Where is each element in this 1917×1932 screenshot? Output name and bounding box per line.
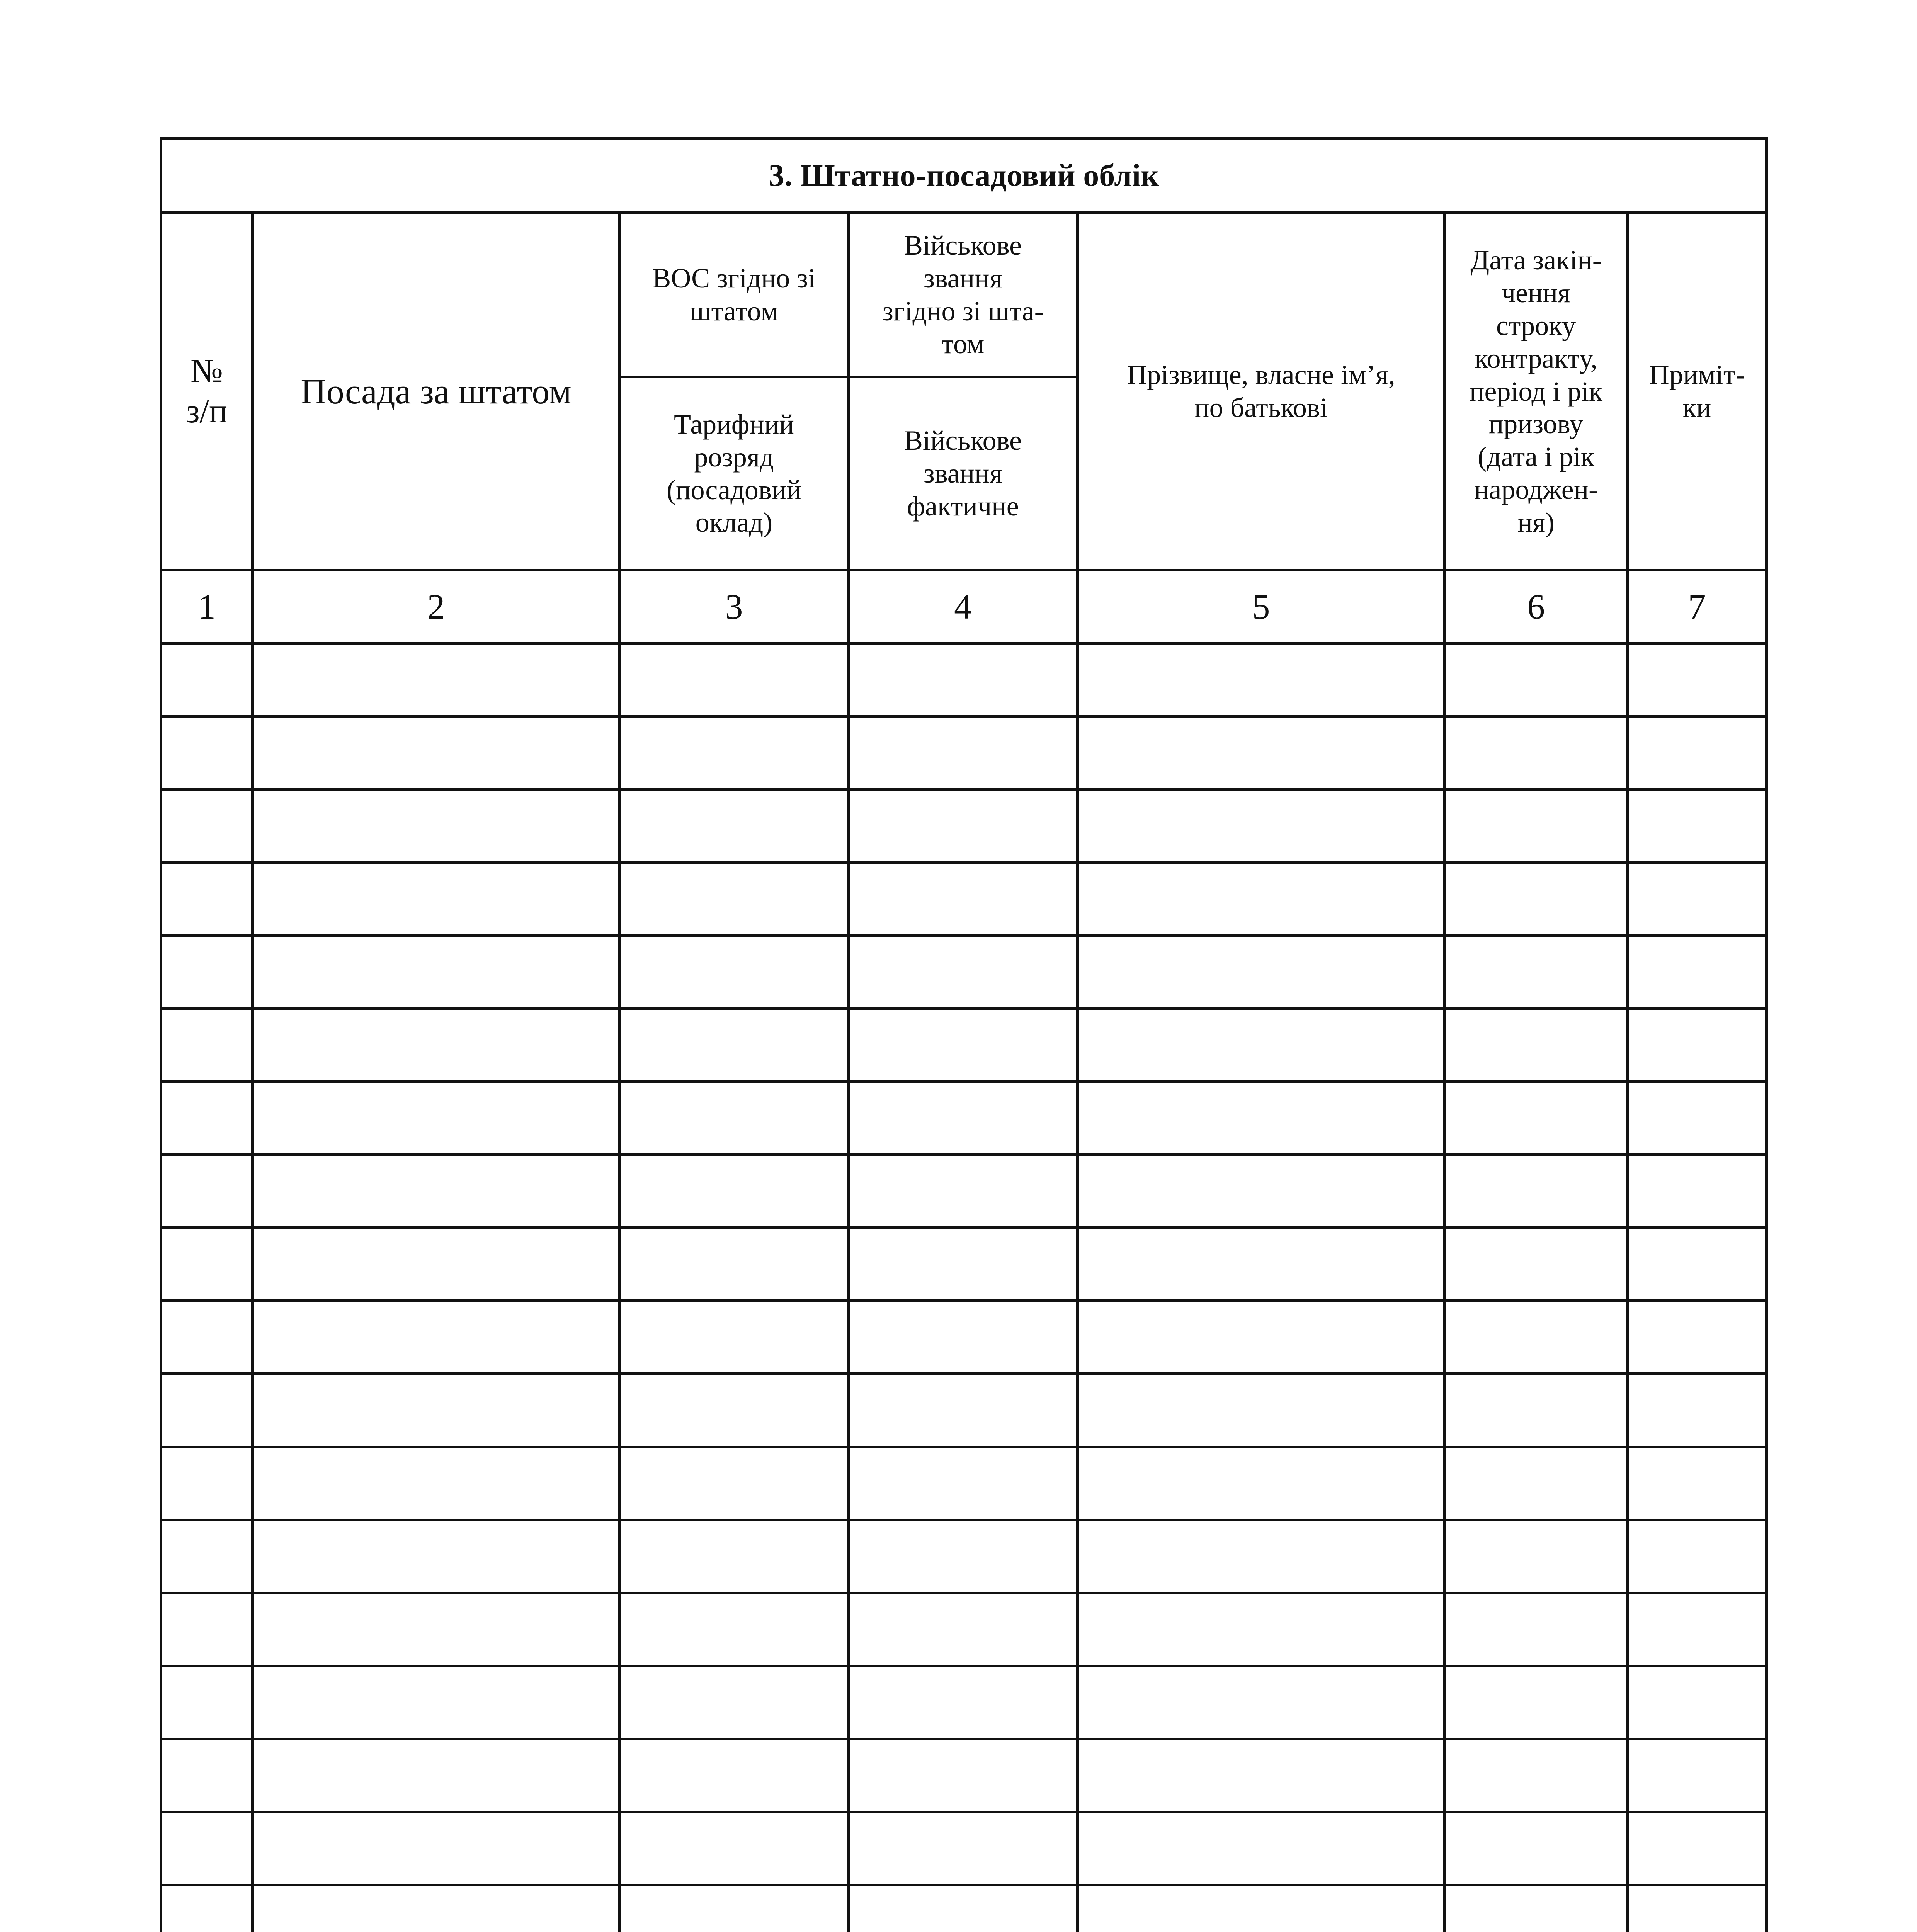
empty-cell[interactable] (620, 1885, 849, 1932)
empty-cell[interactable] (253, 1812, 620, 1885)
empty-cell[interactable] (849, 1885, 1078, 1932)
empty-cell[interactable] (1628, 1082, 1767, 1155)
header-number: № з/п (161, 213, 253, 570)
empty-cell[interactable] (1445, 1301, 1628, 1374)
empty-cell[interactable] (1628, 1374, 1767, 1447)
empty-cell[interactable] (161, 717, 253, 790)
empty-cell[interactable] (620, 863, 849, 936)
empty-cell[interactable] (620, 1593, 849, 1666)
empty-cell[interactable] (620, 1155, 849, 1228)
empty-cell[interactable] (161, 1885, 253, 1932)
empty-cell[interactable] (1445, 1447, 1628, 1520)
table-row (161, 1155, 1767, 1228)
empty-cell[interactable] (253, 1739, 620, 1812)
empty-cell[interactable] (253, 1009, 620, 1082)
empty-cell[interactable] (620, 1009, 849, 1082)
empty-cell[interactable] (849, 1082, 1078, 1155)
empty-cell[interactable] (1078, 1520, 1445, 1593)
column-number-cell: 4 (849, 570, 1078, 644)
empty-cell[interactable] (1078, 1739, 1445, 1812)
empty-cell[interactable] (849, 790, 1078, 863)
empty-cell[interactable] (1445, 644, 1628, 717)
empty-cell[interactable] (161, 1374, 253, 1447)
empty-cell[interactable] (1628, 1812, 1767, 1885)
empty-cell[interactable] (253, 1593, 620, 1666)
table-row (161, 644, 1767, 717)
empty-cell[interactable] (849, 644, 1078, 717)
empty-cell[interactable] (620, 1082, 849, 1155)
empty-cell[interactable] (161, 1155, 253, 1228)
table-row (161, 1228, 1767, 1301)
column-number-cell: 7 (1628, 570, 1767, 644)
empty-cell[interactable] (620, 1228, 849, 1301)
empty-cell[interactable] (620, 644, 849, 717)
table-row (161, 1812, 1767, 1885)
empty-cell[interactable] (1628, 1520, 1767, 1593)
staff-position-table (160, 137, 1768, 1932)
empty-cell[interactable] (1628, 1009, 1767, 1082)
empty-cell[interactable] (1628, 1593, 1767, 1666)
header-position: Посада за штатом (253, 213, 620, 570)
empty-cell[interactable] (1445, 1374, 1628, 1447)
empty-cell[interactable] (849, 1666, 1078, 1739)
table-row (161, 790, 1767, 863)
header-mos: ВОС згідно зі штатом (620, 213, 849, 377)
empty-cell[interactable] (1445, 1593, 1628, 1666)
empty-cell[interactable] (253, 644, 620, 717)
table-row (161, 1739, 1767, 1812)
empty-cell[interactable] (253, 1228, 620, 1301)
empty-cell[interactable] (161, 1228, 253, 1301)
empty-cell[interactable] (1628, 644, 1767, 717)
empty-cell[interactable] (1078, 1374, 1445, 1447)
column-number-cell: 3 (620, 570, 849, 644)
empty-cell[interactable] (1078, 1082, 1445, 1155)
empty-cell[interactable] (161, 936, 253, 1009)
empty-cell[interactable] (849, 1301, 1078, 1374)
empty-cell[interactable] (1078, 863, 1445, 936)
header-rank-actual: Військове звання фактичне (849, 377, 1078, 570)
table-row (161, 1885, 1767, 1932)
empty-cell[interactable] (620, 1301, 849, 1374)
empty-cell[interactable] (253, 1374, 620, 1447)
empty-cell[interactable] (1445, 1009, 1628, 1082)
empty-cell[interactable] (253, 936, 620, 1009)
empty-cell[interactable] (849, 1520, 1078, 1593)
empty-cell[interactable] (1078, 1447, 1445, 1520)
empty-cell[interactable] (620, 1374, 849, 1447)
empty-cell[interactable] (1628, 1228, 1767, 1301)
table-row (161, 1447, 1767, 1520)
empty-cell[interactable] (1078, 1666, 1445, 1739)
empty-cell[interactable] (849, 1812, 1078, 1885)
empty-cell[interactable] (1628, 790, 1767, 863)
empty-cell[interactable] (1445, 1666, 1628, 1739)
column-number-row (161, 570, 1767, 644)
empty-cell[interactable] (161, 1520, 253, 1593)
empty-cell[interactable] (1628, 717, 1767, 790)
empty-cell[interactable] (1078, 1301, 1445, 1374)
empty-cell[interactable] (161, 644, 253, 717)
empty-cell[interactable] (161, 1082, 253, 1155)
empty-cell[interactable] (1078, 1155, 1445, 1228)
empty-cell[interactable] (161, 1593, 253, 1666)
empty-cell[interactable] (1445, 1155, 1628, 1228)
header-full-name: Прізвище, власне ім’я, по батькові (1078, 213, 1445, 570)
empty-cell[interactable] (1445, 1228, 1628, 1301)
empty-cell[interactable] (1078, 717, 1445, 790)
table-row (161, 1082, 1767, 1155)
empty-cell[interactable] (161, 1812, 253, 1885)
column-number-cell: 2 (253, 570, 620, 644)
empty-cell[interactable] (849, 1593, 1078, 1666)
empty-cell[interactable] (1628, 1155, 1767, 1228)
table-row (161, 1374, 1767, 1447)
empty-cell[interactable] (253, 790, 620, 863)
empty-cell[interactable] (161, 863, 253, 936)
empty-cell[interactable] (849, 1009, 1078, 1082)
empty-cell[interactable] (1078, 1812, 1445, 1885)
empty-cell[interactable] (1445, 1812, 1628, 1885)
empty-cell[interactable] (620, 1447, 849, 1520)
table-row (161, 1009, 1767, 1082)
header-contract-end: Дата закін- чення строку контракту, період і рік призову (дата і рік народжен- ня) (1445, 213, 1628, 570)
empty-cell[interactable] (1628, 1885, 1767, 1932)
empty-cell[interactable] (1628, 1739, 1767, 1812)
empty-cell[interactable] (849, 1374, 1078, 1447)
table-title: 3. Штатно-посадовий облік (161, 139, 1767, 213)
empty-cell[interactable] (161, 1009, 253, 1082)
empty-cell[interactable] (620, 936, 849, 1009)
empty-cell[interactable] (253, 1447, 620, 1520)
empty-cell[interactable] (849, 1447, 1078, 1520)
empty-cell[interactable] (1078, 644, 1445, 717)
empty-cell[interactable] (253, 1885, 620, 1932)
empty-cell[interactable] (253, 717, 620, 790)
empty-cell[interactable] (1445, 790, 1628, 863)
empty-cell[interactable] (849, 1155, 1078, 1228)
empty-cell[interactable] (1078, 1885, 1445, 1932)
empty-cell[interactable] (1628, 1447, 1767, 1520)
empty-cell[interactable] (620, 1666, 849, 1739)
empty-cell[interactable] (253, 1301, 620, 1374)
empty-cell[interactable] (1445, 1082, 1628, 1155)
empty-cell[interactable] (161, 790, 253, 863)
empty-cell[interactable] (620, 790, 849, 863)
empty-cell[interactable] (161, 1666, 253, 1739)
empty-cell[interactable] (1628, 1301, 1767, 1374)
empty-cell[interactable] (620, 1520, 849, 1593)
empty-cell[interactable] (849, 1228, 1078, 1301)
empty-cell[interactable] (1078, 936, 1445, 1009)
empty-cell[interactable] (253, 1082, 620, 1155)
table-title-row (161, 139, 1767, 213)
empty-cell[interactable] (253, 1155, 620, 1228)
table-row (161, 1593, 1767, 1666)
empty-cell[interactable] (1445, 1885, 1628, 1932)
empty-cell[interactable] (1078, 1009, 1445, 1082)
empty-cell[interactable] (620, 717, 849, 790)
table-row (161, 863, 1767, 936)
empty-cell[interactable] (161, 1447, 253, 1520)
header-rank-staff: Військове звання згідно зі шта- том (849, 213, 1078, 377)
table-row (161, 936, 1767, 1009)
empty-cell[interactable] (1445, 1739, 1628, 1812)
header-tariff: Тарифний розряд (посадовий оклад) (620, 377, 849, 570)
empty-cell[interactable] (253, 863, 620, 936)
header-notes: Примiт- ки (1628, 213, 1767, 570)
empty-cell[interactable] (620, 1812, 849, 1885)
empty-cell[interactable] (849, 863, 1078, 936)
header-row-top (161, 213, 1767, 377)
column-number-cell: 6 (1445, 570, 1628, 644)
empty-cell[interactable] (1445, 717, 1628, 790)
empty-cell[interactable] (161, 1739, 253, 1812)
empty-cell[interactable] (849, 1739, 1078, 1812)
empty-cell[interactable] (1445, 863, 1628, 936)
empty-cell[interactable] (1445, 936, 1628, 1009)
empty-cell[interactable] (1445, 1520, 1628, 1593)
column-number-cell: 1 (161, 570, 253, 644)
table-row (161, 1520, 1767, 1593)
empty-cell[interactable] (253, 1520, 620, 1593)
empty-cell[interactable] (849, 936, 1078, 1009)
empty-cell[interactable] (849, 717, 1078, 790)
empty-cell[interactable] (1078, 790, 1445, 863)
empty-cell[interactable] (1628, 863, 1767, 936)
empty-cell[interactable] (1078, 1593, 1445, 1666)
empty-cell[interactable] (620, 1739, 849, 1812)
table-row (161, 1301, 1767, 1374)
table-row (161, 1666, 1767, 1739)
column-number-cell: 5 (1078, 570, 1445, 644)
empty-cell[interactable] (1628, 1666, 1767, 1739)
empty-cell[interactable] (1628, 936, 1767, 1009)
empty-cell[interactable] (253, 1666, 620, 1739)
empty-cell[interactable] (161, 1301, 253, 1374)
empty-cell[interactable] (1078, 1228, 1445, 1301)
table-row (161, 717, 1767, 790)
